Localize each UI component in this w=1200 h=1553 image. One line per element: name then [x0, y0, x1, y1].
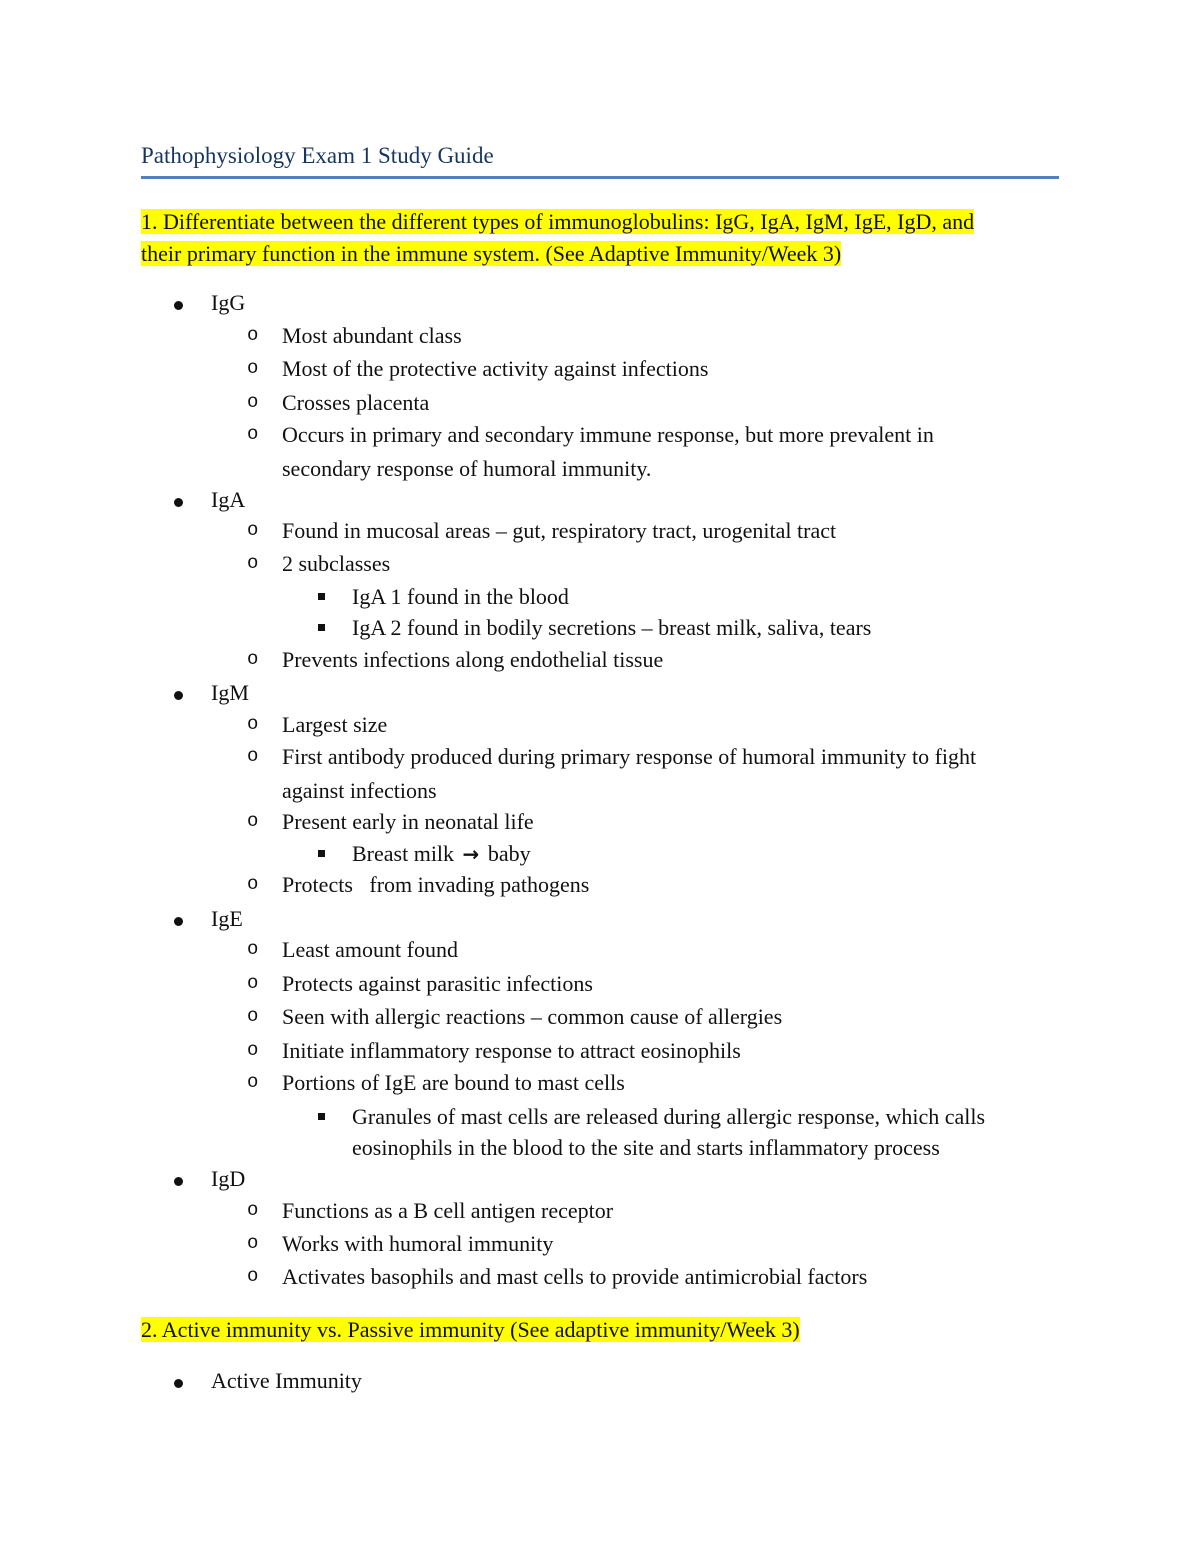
arrow-right-icon: →	[462, 842, 480, 866]
list-item: Activates basophils and mast cells to provide antimicrobial factors	[282, 1264, 868, 1289]
list-item: IgA 1 found in the blood	[352, 584, 569, 609]
list-item: Most of the protective activity against infections	[282, 356, 709, 381]
circle-bullet-icon: o	[247, 648, 259, 670]
heading-ige: IgE	[211, 906, 243, 931]
heading-iga: IgA	[211, 487, 246, 512]
list-item: Least amount found	[282, 937, 458, 962]
heading-igg: IgG	[211, 290, 246, 315]
circle-bullet-icon: o	[247, 873, 259, 895]
heading-igm: IgM	[211, 680, 249, 705]
list-item: Crosses placenta	[282, 390, 430, 415]
circle-bullet-icon: o	[247, 1005, 259, 1027]
circle-bullet-icon: o	[247, 1071, 259, 1093]
list-item: Works with humoral immunity	[282, 1231, 554, 1256]
question-1-line-2: their primary function in the immune system. (See Adaptive Immunity/Week 3)	[141, 241, 842, 266]
question-2-line-1: 2. Active immunity vs. Passive immunity (See adaptive immunity/Week 3)	[141, 1317, 800, 1342]
square-bullet-icon	[318, 612, 325, 643]
circle-bullet-icon: o	[247, 1232, 259, 1254]
list-item: Functions as a B cell antigen receptor	[282, 1198, 614, 1223]
heading-igd: IgD	[211, 1166, 246, 1191]
question-2	[141, 1314, 1061, 1345]
list-item: Initiate inflammatory response to attract eosinophils	[282, 1038, 741, 1063]
list-item: Present early in neonatal life	[282, 809, 534, 834]
list-item: Prevents infections along endothelial tissue	[282, 647, 664, 672]
list-item: Most abundant class	[282, 323, 462, 348]
circle-bullet-icon: o	[247, 972, 259, 994]
list-item-continuation: against infections	[282, 778, 437, 803]
bullet-icon	[174, 484, 183, 515]
circle-bullet-icon: o	[247, 1199, 259, 1221]
circle-bullet-icon: o	[247, 810, 259, 832]
circle-bullet-icon: o	[247, 745, 259, 767]
circle-bullet-icon: o	[247, 1039, 259, 1061]
document-title: Pathophysiology Exam 1 Study Guide	[141, 143, 494, 168]
square-bullet-icon	[318, 581, 325, 612]
circle-bullet-icon: o	[247, 423, 259, 445]
circle-bullet-icon: o	[247, 1265, 259, 1287]
bullet-icon	[174, 1365, 183, 1396]
square-bullet-icon	[318, 838, 325, 869]
question-1-cont	[141, 238, 1061, 269]
bullet-icon	[174, 287, 183, 318]
circle-bullet-icon: o	[247, 324, 259, 346]
title-rule	[141, 176, 1059, 179]
list-item: Protects against parasitic infections	[282, 971, 593, 996]
list-item: Found in mucosal areas – gut, respiratory tract, urogenital tract	[282, 518, 837, 543]
square-bullet-icon	[318, 1101, 325, 1132]
list-item: Occurs in primary and secondary immune response, but more prevalent in	[282, 422, 934, 447]
question-1	[141, 206, 1061, 237]
bullet-icon	[174, 1163, 183, 1194]
list-item-text: Breast milk	[352, 841, 455, 866]
list-item: 2 subclasses	[282, 551, 391, 576]
list-item: Granules of mast cells are released during allergic response, which calls	[352, 1104, 986, 1129]
bullet-icon	[174, 677, 183, 708]
list-item: Largest size	[282, 712, 388, 737]
list-item-continuation: secondary response of humoral immunity.	[282, 456, 652, 481]
list-item: First antibody produced during primary response of humoral immunity to fight	[282, 744, 977, 769]
circle-bullet-icon: o	[247, 391, 259, 413]
bullet-icon	[174, 903, 183, 934]
list-item: IgA 2 found in bodily secretions – breast milk, saliva, tears	[352, 615, 872, 640]
list-item-text: baby	[487, 841, 531, 866]
list-item	[352, 838, 531, 870]
list-item: Portions of IgE are bound to mast cells	[282, 1070, 625, 1095]
circle-bullet-icon: o	[247, 713, 259, 735]
circle-bullet-icon: o	[247, 519, 259, 541]
question-1-line-1: 1. Differentiate between the different types of immunoglobulins: IgG, IgA, IgM, IgE, IgD, and	[141, 209, 975, 234]
heading-active-immunity: Active Immunity	[211, 1368, 362, 1393]
circle-bullet-icon: o	[247, 552, 259, 574]
list-item: Protects from invading pathogens	[282, 872, 590, 897]
list-item-continuation: eosinophils in the blood to the site and starts inflammatory process	[352, 1135, 940, 1160]
circle-bullet-icon: o	[247, 357, 259, 379]
circle-bullet-icon: o	[247, 938, 259, 960]
list-item: Seen with allergic reactions – common cause of allergies	[282, 1004, 783, 1029]
